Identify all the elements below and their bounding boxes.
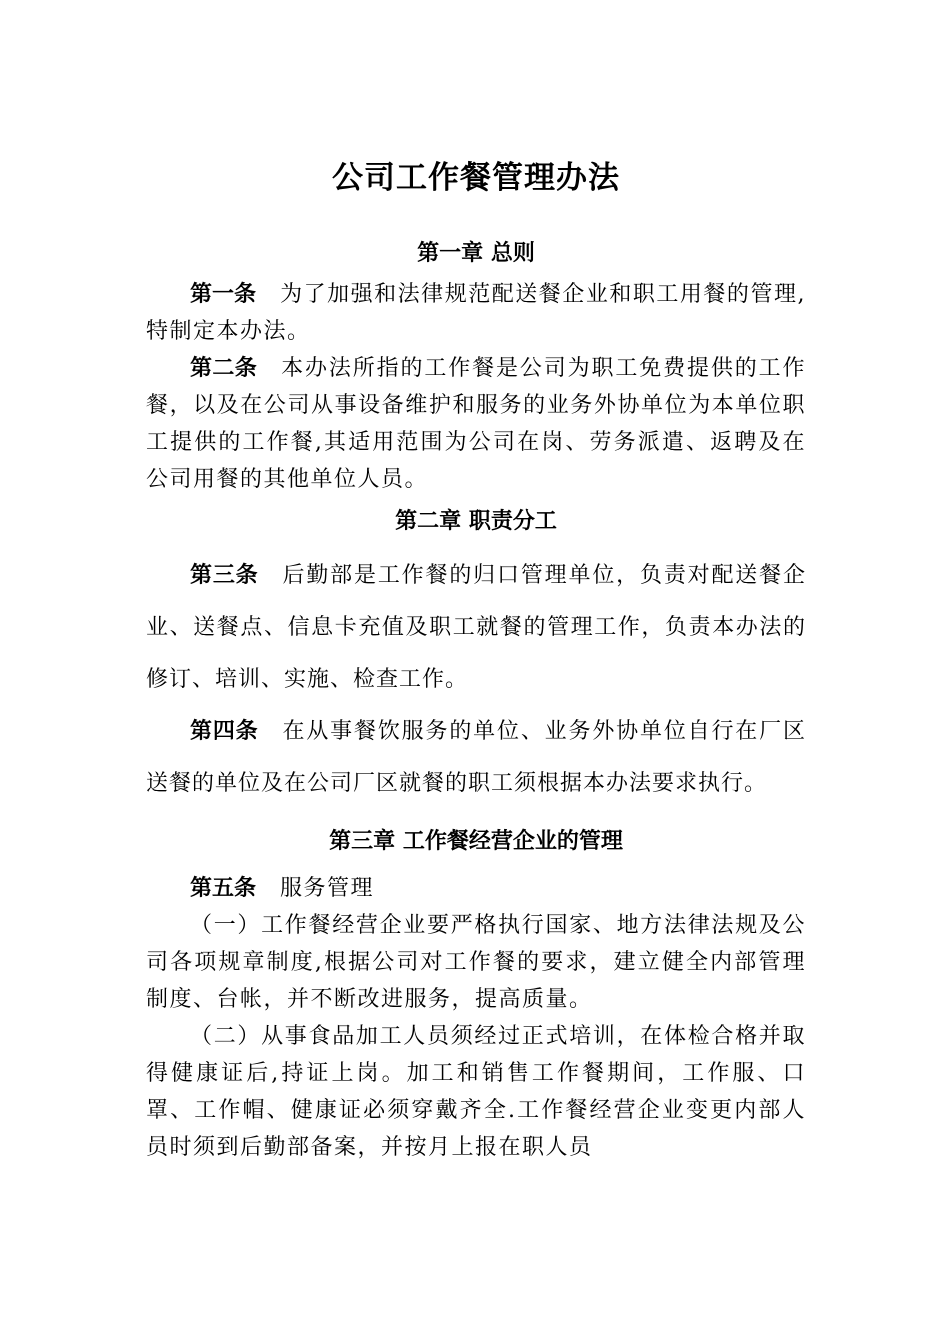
article-label: 第四条 (190, 719, 259, 744)
article-label: 第二条 (190, 356, 258, 381)
chapter-heading: 第三章 工作餐经营企业的管理 (329, 829, 623, 854)
list-item: （二）从事食品加工人员须经过正式培训，在体检合格并取得健康证后,持证上岗。加工和销售工作餐期间，工作服、口罩、工作帽、健康证必须穿戴齐全.工作餐经营企业变更内部人员时须到后勤部备案，并按月上报在职人员 (146, 1024, 806, 1160)
article-text: 本办法所指的工作餐是公司为职工免费提供的工作餐，以及在公司从事设备维护和服务的业务外协单位为本单位职工提供的工作餐,其适用范围为公司在岗、劳务派遣、返聘及在公司用餐的其他单位人员。 (146, 356, 806, 492)
document-title: 公司工作餐管理办法 (332, 160, 620, 196)
article-paragraph (146, 350, 806, 498)
article-text: 服务管理 (280, 876, 375, 901)
article-label: 第三条 (190, 563, 259, 588)
chapter-heading: 第一章 总则 (417, 241, 535, 266)
article-text: 为了加强和法律规范配送餐企业和职工用餐的管理,特制定本办法。 (146, 282, 806, 344)
article-paragraph (146, 550, 806, 706)
article-paragraph (146, 276, 806, 350)
article-text: 后勤部是工作餐的归口管理单位，负责对配送餐企业、送餐点、信息卡充值及职工就餐的管理工作，负责本办法的修订、培训、实施、检查工作。 (146, 563, 806, 692)
article-text: 在从事餐饮服务的单位、业务外协单位自行在厂区送餐的单位及在公司厂区就餐的职工须根据本办法要求执行。 (146, 719, 806, 796)
document-page (146, 150, 806, 1166)
chapter-heading: 第二章 职责分工 (395, 509, 557, 534)
article-label: 第五条 (190, 876, 257, 901)
article-paragraph (146, 870, 806, 907)
article-label: 第一条 (190, 282, 257, 307)
list-item: （一）工作餐经营企业要严格执行国家、地方法律法规及公司各项规章制度,根据公司对工作餐的要求，建立健全内部管理制度、台帐，并不断改进服务，提高质量。 (146, 913, 806, 1012)
article-paragraph (146, 706, 806, 810)
